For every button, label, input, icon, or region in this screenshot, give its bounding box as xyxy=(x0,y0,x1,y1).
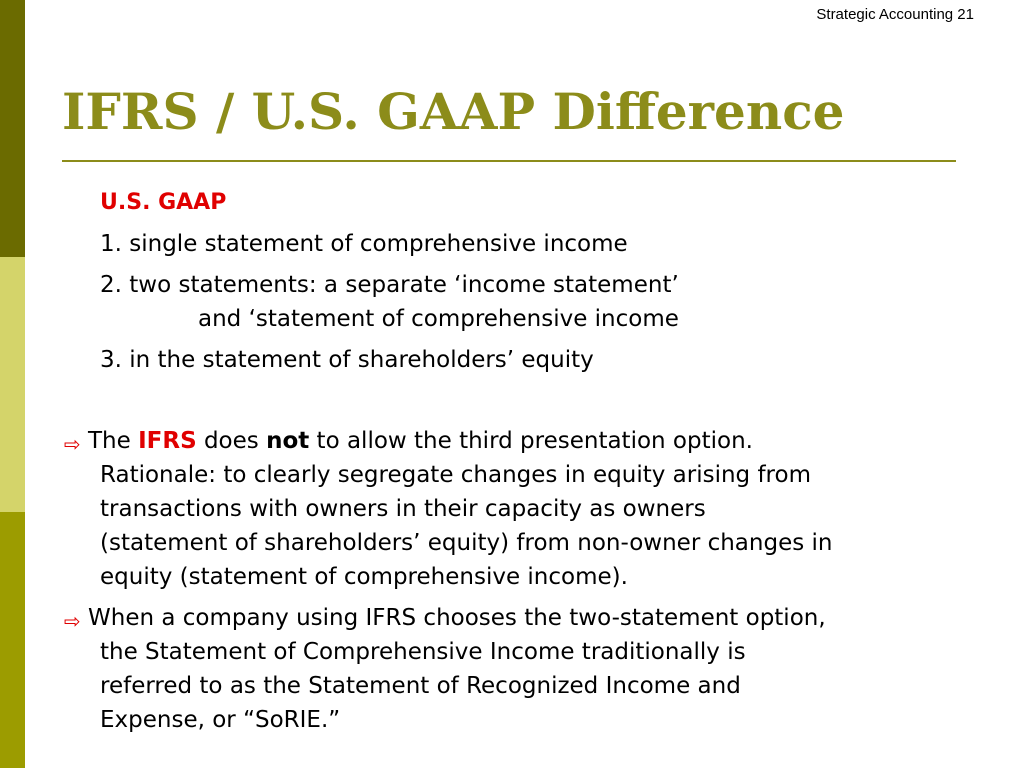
gaap-item: 3. in the statement of shareholders’ equity xyxy=(100,347,594,373)
gaap-heading: U.S. GAAP xyxy=(100,190,227,215)
bullet-first-line xyxy=(88,424,753,458)
bullet-continuation: referred to as the Statement of Recognized Income and xyxy=(100,673,741,699)
hollow-right-arrow-icon: ⇨ xyxy=(64,609,81,633)
bullet-continuation: (statement of shareholders’ equity) from non-owner changes in xyxy=(100,530,833,556)
hollow-right-arrow-icon: ⇨ xyxy=(64,432,81,456)
sidebar-stripe-dark xyxy=(0,0,25,257)
slide-title: IFRS / U.S. GAAP Difference xyxy=(62,82,845,141)
sidebar-stripe-mid xyxy=(0,512,25,768)
bullet-emphasis-not: not xyxy=(266,428,310,454)
bullet-continuation: Expense, or “SoRIE.” xyxy=(100,707,341,733)
bullet-text: The xyxy=(88,428,139,454)
bullet-text: to allow the third presentation option. xyxy=(309,428,753,454)
bullet-continuation: Rationale: to clearly segregate changes in equity arising from xyxy=(100,462,811,488)
bullet-text: does xyxy=(196,428,267,454)
slide-header-label: Strategic Accounting 21 xyxy=(816,6,974,23)
gaap-item: 2. two statements: a separate ‘income statement’ xyxy=(100,272,679,298)
sidebar-stripe-light xyxy=(0,257,25,512)
bullet-continuation: the Statement of Comprehensive Income traditionally is xyxy=(100,639,746,665)
bullet-continuation: transactions with owners in their capacity as owners xyxy=(100,496,706,522)
gaap-item-continuation: and ‘statement of comprehensive income xyxy=(198,306,679,332)
bullet-continuation: equity (statement of comprehensive income). xyxy=(100,564,628,590)
gaap-item: 1. single statement of comprehensive income xyxy=(100,231,628,257)
title-underline xyxy=(62,160,956,162)
bullet-emphasis-ifrs: IFRS xyxy=(138,428,197,454)
bullet-first-line: When a company using IFRS chooses the two-statement option, xyxy=(88,605,826,631)
